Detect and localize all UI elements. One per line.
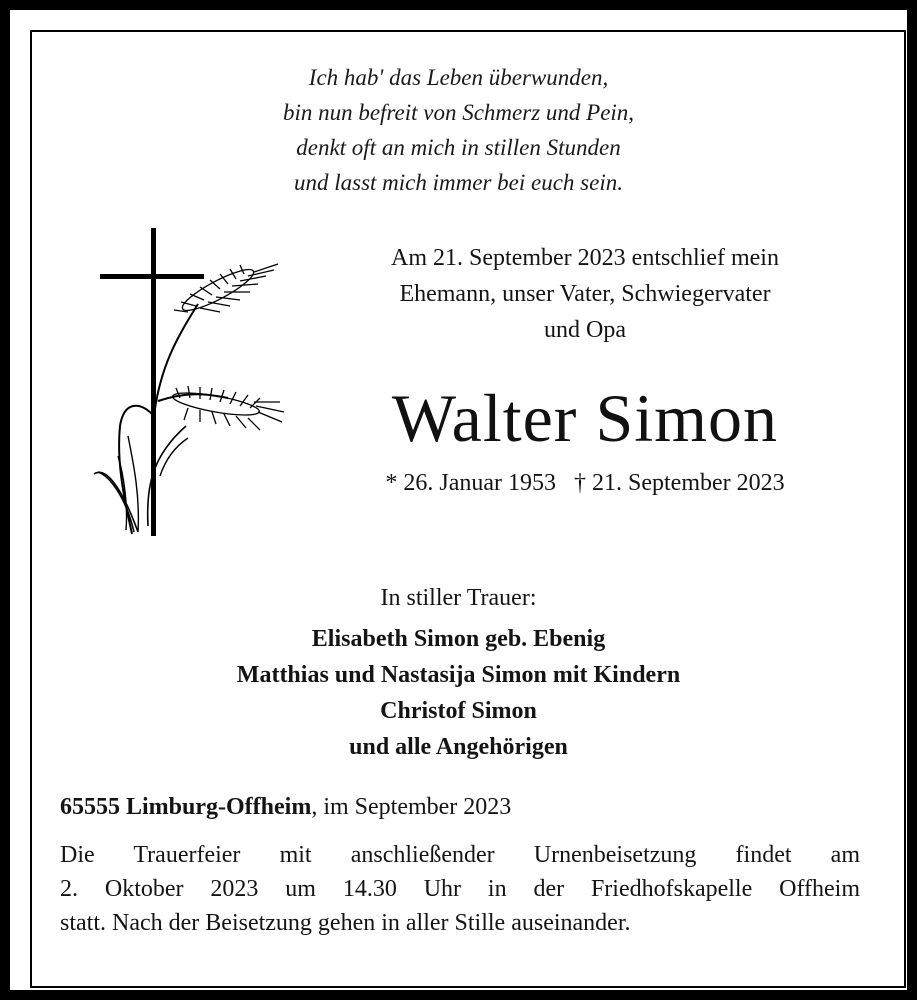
place-date: , im September 2023: [311, 794, 512, 820]
place-location: 65555 Limburg-Offheim: [60, 794, 312, 820]
poem-line: denkt oft an mich in stillen Stunden: [296, 135, 621, 160]
poem-line: Ich hab' das Leben überwunden,: [308, 65, 609, 90]
place-and-date: [60, 790, 860, 824]
mourner-name: Christof Simon: [380, 698, 537, 724]
mourner-name: und alle Angehörigen: [349, 734, 568, 760]
ceremony-line: 2. Oktober 2023 um 14.30 Uhr in der Friedhofskapelle Offheim: [60, 876, 860, 902]
life-dates: * 26. Januar 1953 † 21. September 2023: [385, 470, 785, 496]
poem: [0, 60, 917, 200]
mourners-list: [0, 621, 917, 765]
deceased-name: Walter Simon: [391, 380, 779, 456]
death-announcement: [320, 240, 850, 348]
mourning-label: In stiller Trauer:: [380, 585, 537, 611]
ceremony-line: statt. Nach der Beisetzung gehen in aller Stille auseinander.: [60, 910, 631, 936]
mourner-name: Matthias und Nastasija Simon mit Kindern: [236, 662, 681, 688]
announcement-line: Ehemann, unser Vater, Schwiegervater: [399, 281, 771, 307]
poem-line: und lasst mich immer bei euch sein.: [294, 170, 623, 195]
ceremony-info: [60, 838, 860, 940]
announcement-line: und Opa: [544, 317, 626, 343]
ceremony-line: Die Trauerfeier mit anschließender Urnenbeisetzung findet am: [60, 842, 860, 868]
cross-with-wheat-icon: [88, 226, 288, 538]
announcement-line: Am 21. September 2023 entschlief mein: [391, 245, 779, 271]
mourner-name: Elisabeth Simon geb. Ebenig: [311, 626, 606, 652]
poem-line: bin nun befreit von Schmerz und Pein,: [282, 100, 635, 125]
